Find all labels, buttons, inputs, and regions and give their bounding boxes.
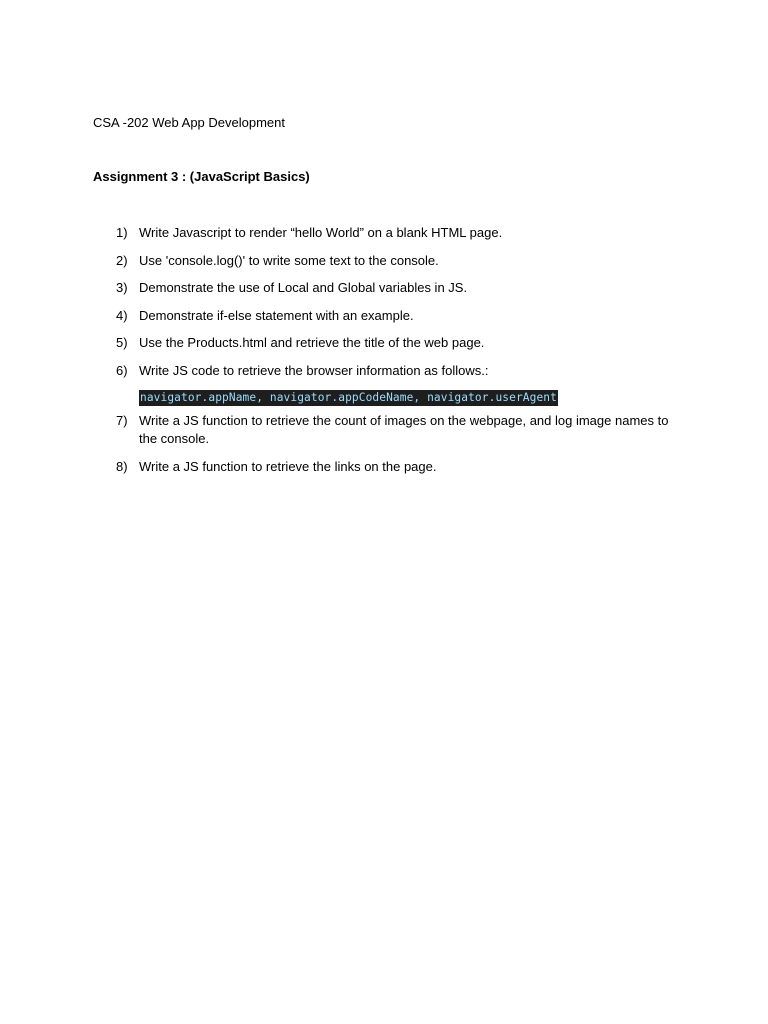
- task-number: 8): [116, 458, 128, 474]
- task-text: Demonstrate if-else statement with an example.: [139, 307, 414, 323]
- task-item-5: [93, 334, 683, 352]
- task-number: 5): [116, 335, 128, 350]
- task-number: 6): [116, 362, 128, 378]
- code-snippet-line: [139, 389, 683, 405]
- task-item-6: [93, 362, 683, 405]
- task-number: 1): [116, 225, 128, 240]
- task-text: Demonstrate the use of Local and Global variables in JS.: [139, 280, 468, 295]
- task-number: 7): [116, 413, 128, 428]
- task-text: Write a JS function to retrieve the links on the page.: [139, 458, 437, 474]
- course-title: CSA -202 Web App Development: [93, 115, 285, 130]
- task-text: Write a JS function to retrieve the count of images on the webpage, and log image names to the console.: [139, 413, 669, 446]
- task-number: 3): [116, 280, 128, 295]
- task-number: 4): [116, 307, 128, 323]
- task-number: 2): [116, 252, 128, 268]
- task-item-2: [93, 252, 683, 270]
- task-text: Use the Products.html and retrieve the title of the web page.: [139, 335, 485, 350]
- assignment-title: Assignment 3 : (JavaScript Basics): [93, 169, 310, 184]
- task-list: [93, 224, 683, 485]
- task-item-3: [93, 279, 683, 297]
- task-text: Write JS code to retrieve the browser information as follows.:: [139, 362, 489, 378]
- task-item-7: [93, 412, 683, 448]
- task-item-1: [93, 224, 683, 242]
- task-text: Use 'console.log()' to write some text to the console.: [139, 252, 439, 268]
- task-item-4: [93, 307, 683, 325]
- code-snippet: navigator.appName, navigator.appCodeName, navigator.userAgent: [140, 390, 557, 404]
- task-item-8: [93, 458, 683, 476]
- task-text: Write Javascript to render “hello World” on a blank HTML page.: [139, 225, 503, 240]
